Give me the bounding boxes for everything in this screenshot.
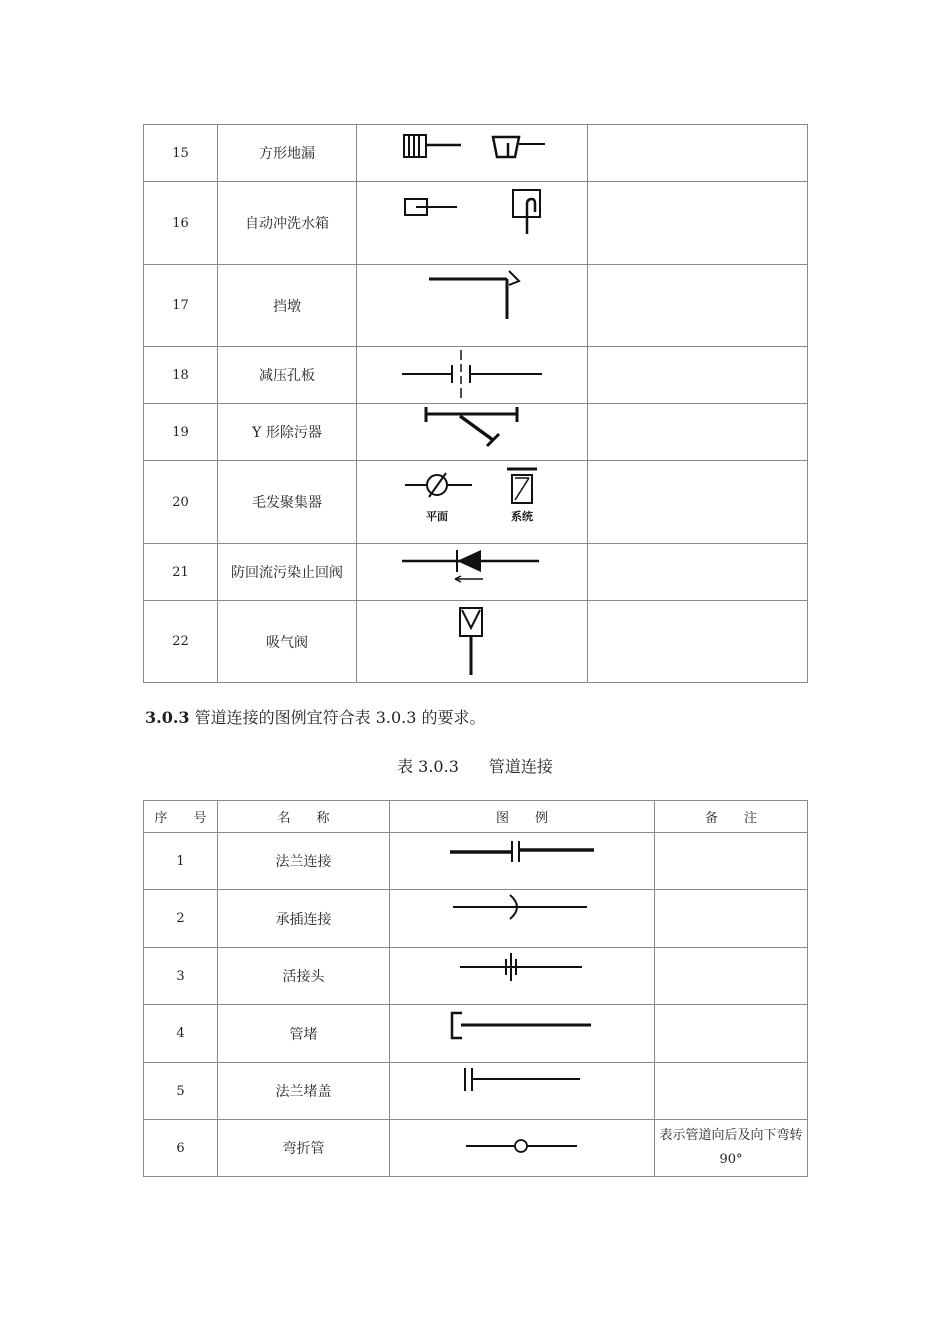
row-name: 吸气阀 <box>218 601 357 683</box>
row-name: 法兰堵盖 <box>218 1063 390 1120</box>
row-note <box>588 404 808 461</box>
row-note <box>588 544 808 601</box>
row-note <box>588 182 808 265</box>
row-name: 活接头 <box>218 948 390 1005</box>
row-number: 17 <box>144 265 218 347</box>
backflow-check-valve-symbol <box>357 544 588 601</box>
row-number: 21 <box>144 544 218 601</box>
system-label: 系统 <box>511 510 533 523</box>
row-name: 管堵 <box>218 1005 390 1063</box>
row-number: 6 <box>144 1120 218 1177</box>
row-number: 20 <box>144 461 218 544</box>
air-admittance-valve-symbol <box>357 601 588 683</box>
row-number: 4 <box>144 1005 218 1063</box>
clause-number: 3.0.3 <box>145 708 190 727</box>
table-row <box>144 1005 808 1063</box>
y-strainer-symbol <box>357 404 588 461</box>
table-row <box>144 544 808 601</box>
row-number: 16 <box>144 182 218 265</box>
blind-flange-symbol <box>390 1063 655 1120</box>
row-note <box>588 347 808 404</box>
table-caption-title: 管道连接 <box>488 757 553 776</box>
header-note: 备 注 <box>655 801 808 833</box>
row-number: 15 <box>144 125 218 182</box>
pipe-plug-symbol <box>390 1005 655 1063</box>
header-symbol: 图 例 <box>390 801 655 833</box>
table-row <box>144 948 808 1005</box>
table-caption-label: 表 3.0.3 <box>397 757 459 776</box>
table-header-row <box>144 801 808 833</box>
table-row <box>144 347 808 404</box>
table-row <box>144 601 808 683</box>
pressure-reducing-orifice-symbol <box>357 347 588 404</box>
flange-joint-symbol <box>390 833 655 890</box>
row-note <box>588 125 808 182</box>
row-name: 挡墩 <box>218 265 357 347</box>
row-note <box>655 1063 808 1120</box>
row-number: 22 <box>144 601 218 683</box>
row-note <box>655 833 808 890</box>
auto-flush-tank-symbol <box>357 182 588 265</box>
row-note <box>655 948 808 1005</box>
row-note <box>588 461 808 544</box>
row-note <box>588 601 808 683</box>
row-name: 自动冲洗水箱 <box>218 182 357 265</box>
row-note <box>588 265 808 347</box>
row-number: 1 <box>144 833 218 890</box>
header-name: 名 称 <box>218 801 390 833</box>
clause-text: 管道连接的图例宜符合表 3.0.3 的要求。 <box>194 708 486 727</box>
table-row <box>144 125 808 182</box>
row-name: Y 形除污器 <box>218 404 357 461</box>
table-caption <box>0 754 950 777</box>
row-number: 2 <box>144 890 218 948</box>
row-name: 方形地漏 <box>218 125 357 182</box>
header-no: 序 号 <box>144 801 218 833</box>
clause-paragraph <box>145 705 486 728</box>
square-floor-drain-symbol <box>357 125 588 182</box>
hair-collector-symbol <box>357 461 588 544</box>
table-row <box>144 265 808 347</box>
union-symbol <box>390 948 655 1005</box>
thrust-block-symbol <box>357 265 588 347</box>
row-name: 弯折管 <box>218 1120 390 1177</box>
socket-joint-symbol <box>390 890 655 948</box>
bent-pipe-symbol <box>390 1120 655 1177</box>
table-row <box>144 1063 808 1120</box>
table-row <box>144 833 808 890</box>
row-name: 承插连接 <box>218 890 390 948</box>
pipe-connection-table <box>143 800 808 1177</box>
table-row <box>144 182 808 265</box>
row-number: 19 <box>144 404 218 461</box>
table-row <box>144 890 808 948</box>
row-name: 毛发聚集器 <box>218 461 357 544</box>
row-number: 5 <box>144 1063 218 1120</box>
table-row <box>144 404 808 461</box>
table-row <box>144 1120 808 1177</box>
row-note <box>655 890 808 948</box>
plan-label: 平面 <box>426 510 448 523</box>
legend-table-continued <box>143 124 808 683</box>
row-name: 法兰连接 <box>218 833 390 890</box>
row-name: 防回流污染止回阀 <box>218 544 357 601</box>
row-name: 减压孔板 <box>218 347 357 404</box>
row-number: 3 <box>144 948 218 1005</box>
row-note <box>655 1005 808 1063</box>
row-number: 18 <box>144 347 218 404</box>
table-row <box>144 461 808 544</box>
row-note: 表示管道向后及向下弯转 90° <box>655 1120 808 1177</box>
